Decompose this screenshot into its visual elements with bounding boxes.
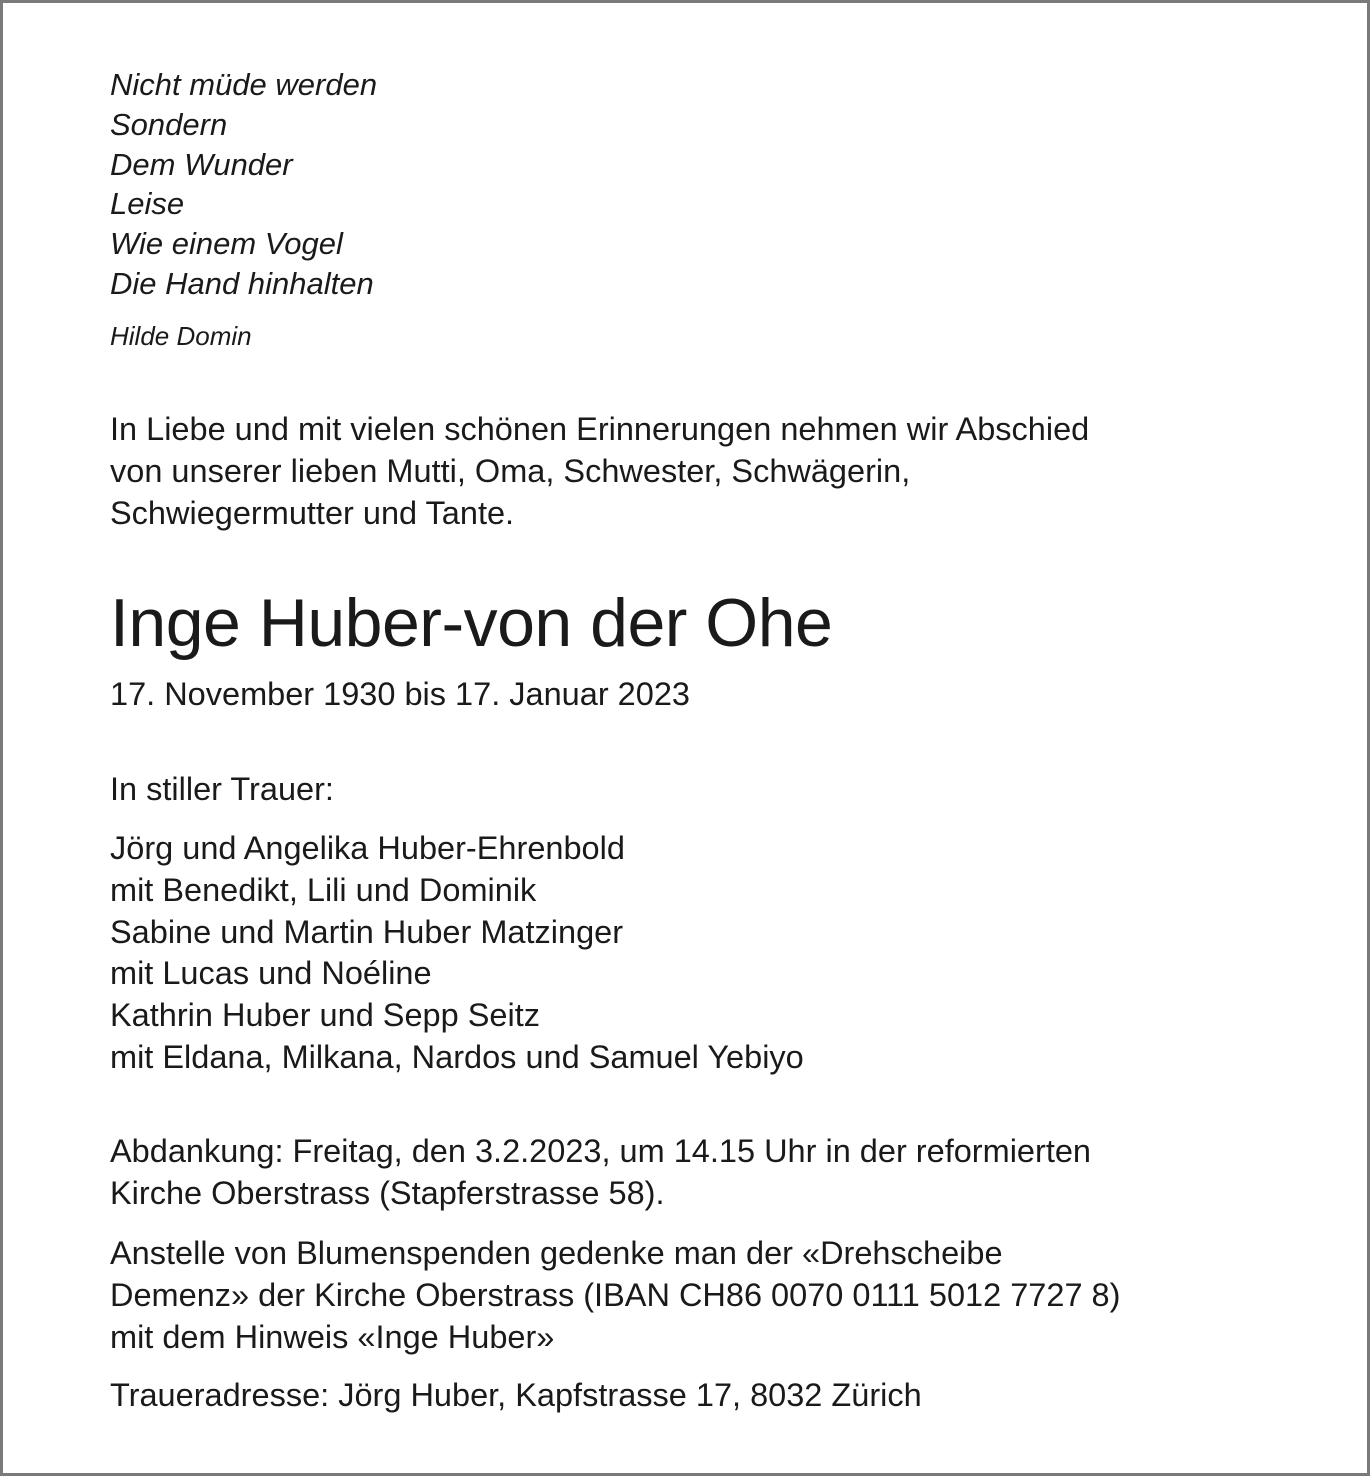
mourner-entry: Sabine und Martin Huber Matzinger [110, 913, 624, 950]
intro-paragraph [110, 408, 1089, 534]
mourner-entry: mit Eldana, Milkana, Nardos und Samuel Yebiyo [110, 1038, 804, 1075]
service-info [110, 1130, 1091, 1214]
poem-author: Hilde Domin [110, 321, 252, 351]
service-line: Kirche Oberstrass (Stapferstrasse 58). [110, 1175, 665, 1211]
intro-line: Schwiegermutter und Tante. [110, 495, 515, 531]
intro-line: In Liebe und mit vielen schönen Erinnerungen nehmen wir Abschied [110, 411, 1090, 447]
address-line: Traueradresse: Jörg Huber, Kapfstrasse 17, 8032 Zürich [110, 1377, 922, 1413]
poem-line: Sondern [110, 106, 228, 142]
poem-line: Dem Wunder [110, 146, 293, 182]
service-line: Abdankung: Freitag, den 3.2.2023, um 14.15 Uhr in der reformierten [110, 1133, 1091, 1169]
donation-line: Anstelle von Blumenspenden gedenke man der «Drehscheibe [110, 1235, 1003, 1271]
mourning-heading: In stiller Trauer: [110, 771, 334, 807]
poem-line: Die Hand hinhalten [110, 265, 374, 301]
donation-info [110, 1232, 1120, 1358]
poem-line: Nicht müde werden [110, 67, 378, 102]
intro-line: von unserer lieben Mutti, Oma, Schwester, Schwägerin, [110, 453, 911, 489]
mourners-list [110, 828, 804, 1079]
mourner-entry: Kathrin Huber und Sepp Seitz [110, 997, 540, 1034]
donation-line: Demenz» der Kirche Oberstrass (IBAN CH86 0070 0111 5012 7727 8) [110, 1277, 1121, 1313]
poem-line: Wie einem Vogel [110, 226, 343, 262]
poem-line: Leise [110, 186, 185, 222]
deceased-name: Inge Huber-von der Ohe [110, 585, 833, 661]
life-dates: 17. November 1930 bis 17. Januar 2023 [110, 676, 690, 712]
mourner-entry: mit Benedikt, Lili und Dominik [110, 871, 537, 908]
mourner-entry: mit Lucas und Noéline [110, 955, 432, 992]
donation-line: mit dem Hinweis «Inge Huber» [110, 1319, 555, 1355]
mourning-address [110, 1374, 922, 1416]
poem [110, 65, 377, 304]
mourner-entry: Jörg und Angelika Huber-Ehrenbold [110, 830, 625, 866]
